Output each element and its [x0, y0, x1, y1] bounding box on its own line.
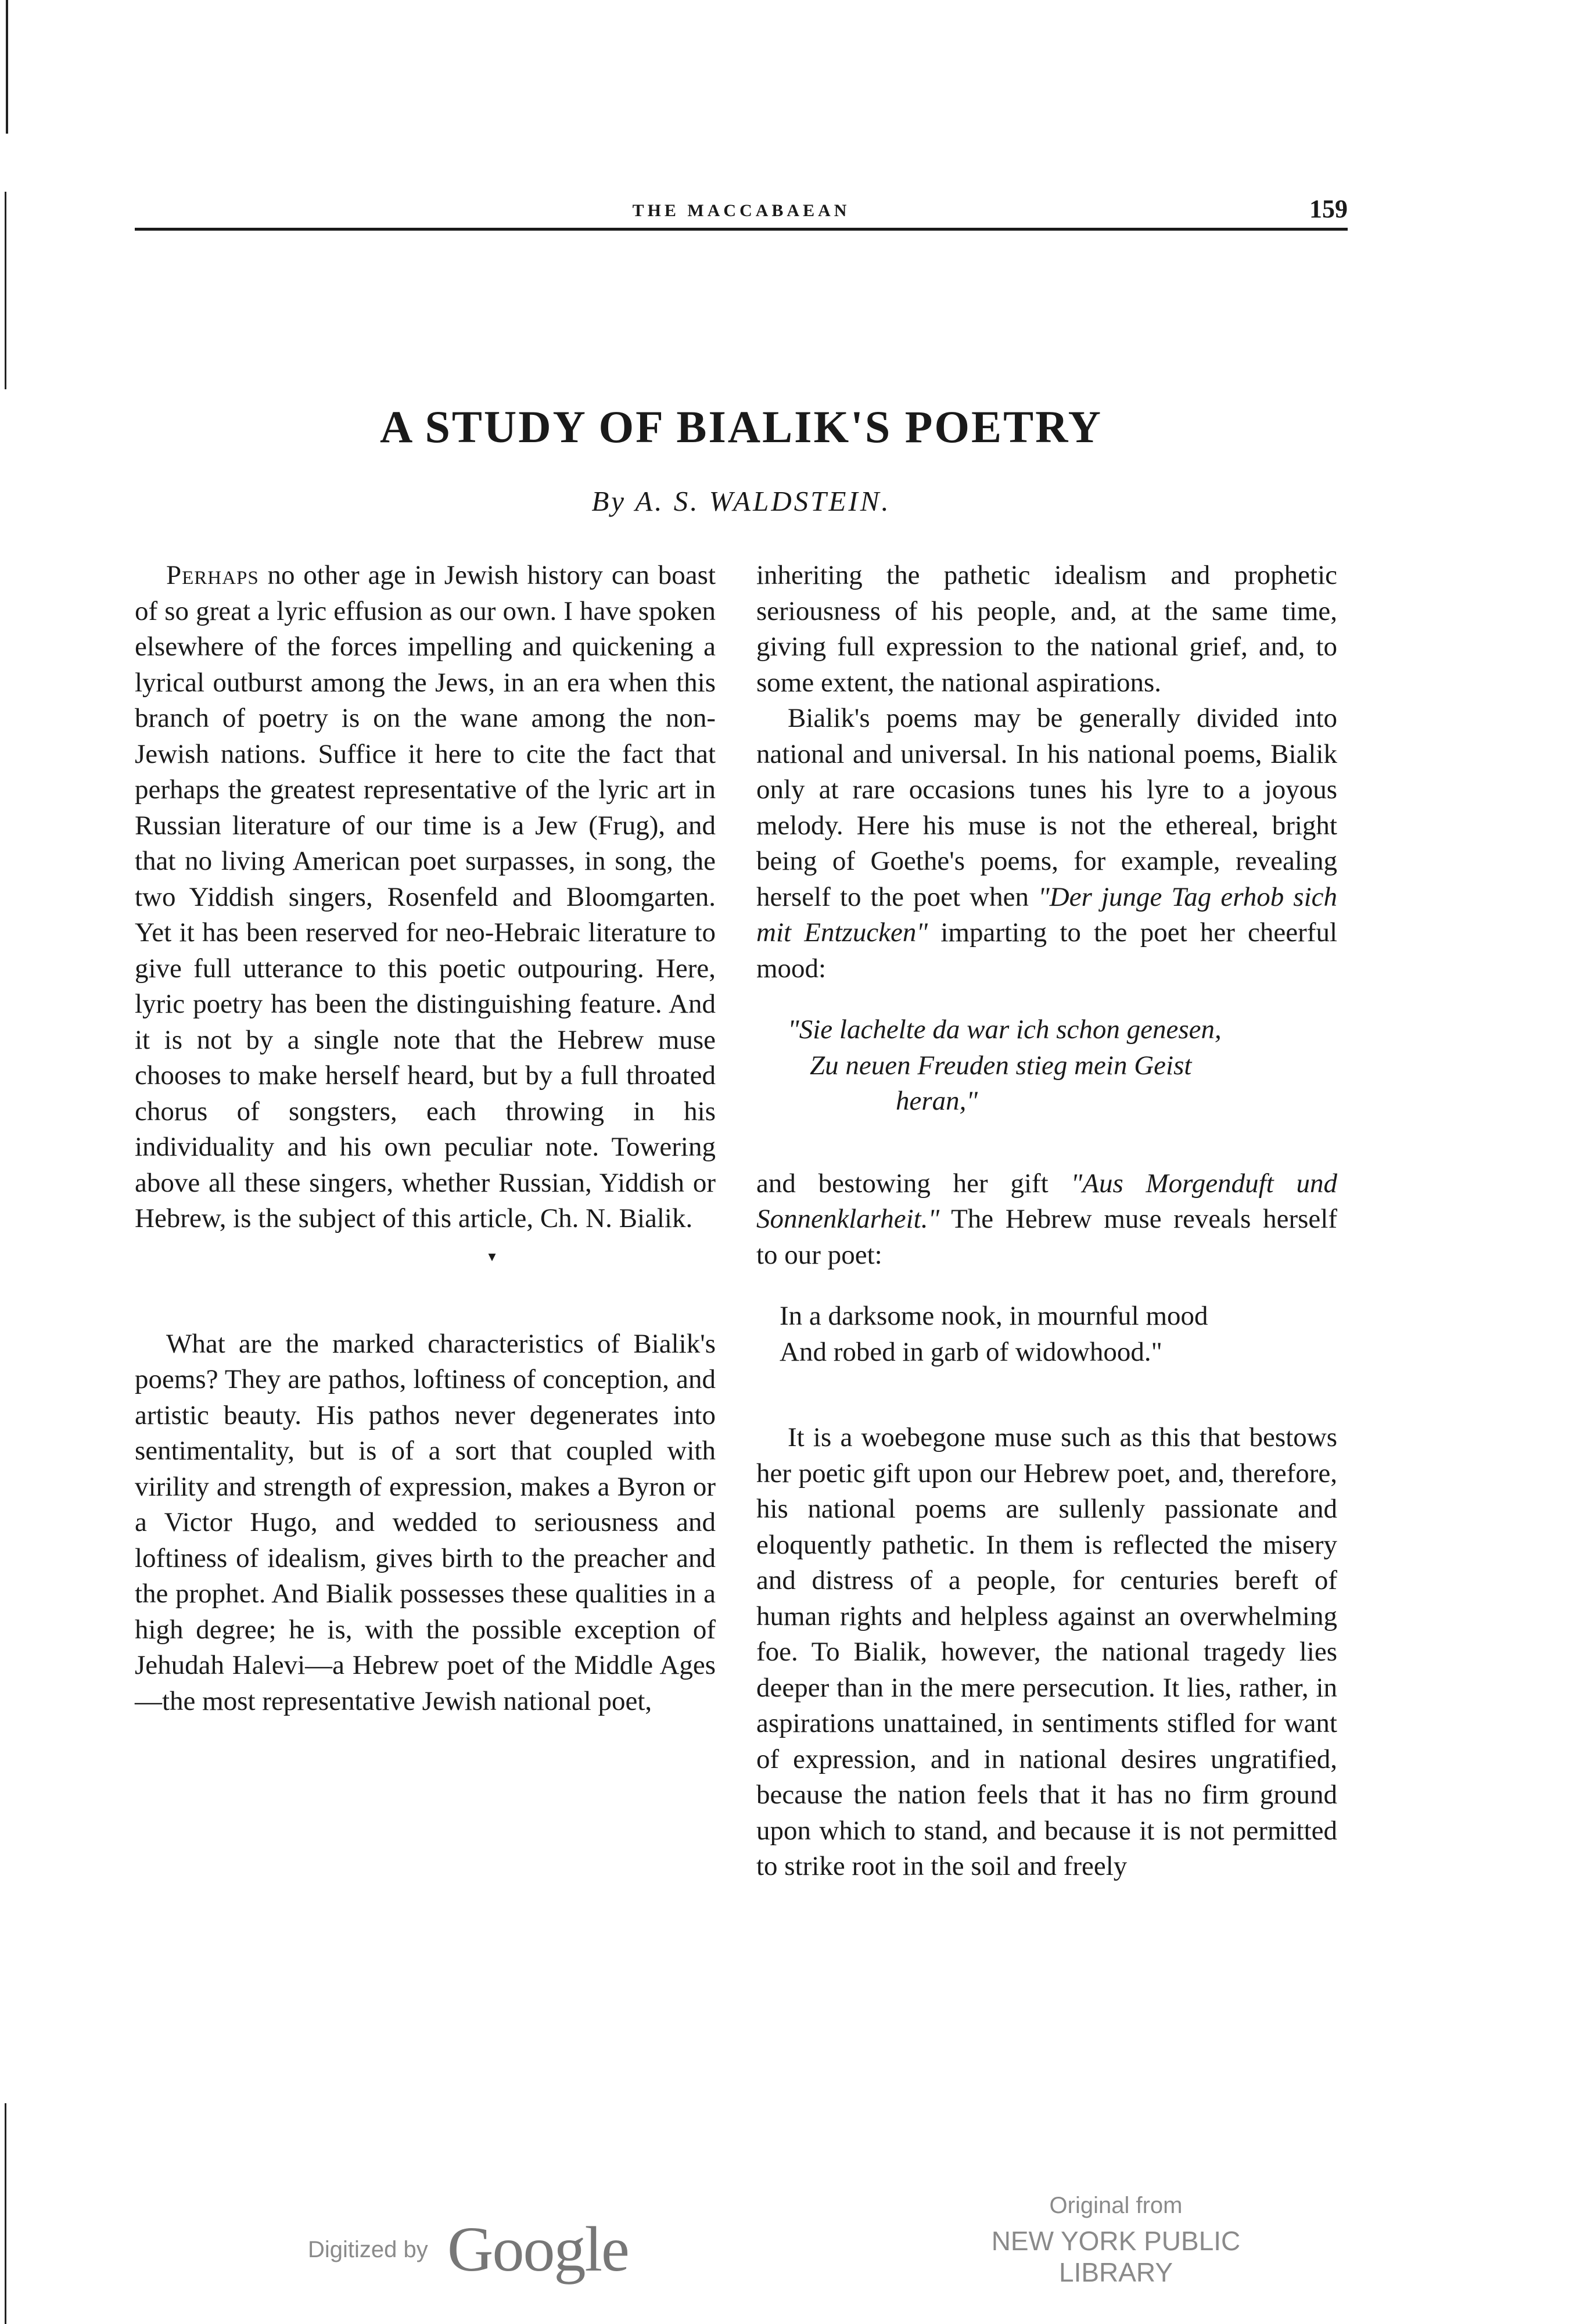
section-ornament: ▾: [488, 1247, 496, 1265]
byline: By A. S. WALDSTEIN.: [591, 485, 891, 517]
paragraph-text: Bialik's poems may be generally divided into national and universal. In his national poems, Bialik only at rare occasions tunes his lyre to a joyous melody. Here his muse is not the ethereal, bright being of Goethe's poems, for example, revealing herself to the poet when: [756, 703, 1337, 912]
verse-line: And robed in garb of widowhood.": [780, 1336, 1162, 1367]
verse-line: In a darksome nook, in mournful mood: [780, 1301, 1208, 1331]
running-head: [135, 195, 1348, 229]
running-title: THE MACCABAEAN: [632, 201, 850, 220]
left-column: [135, 558, 716, 1719]
verse-block: [756, 1299, 1337, 1370]
paragraph: [135, 558, 716, 1237]
library-name: NEW YORK PUBLIC LIBRARY: [991, 2226, 1241, 2287]
paragraph-text: The Hebrew muse reveals herself to our poet:: [756, 1204, 1337, 1270]
paragraph-text: and bestowing her gift: [756, 1168, 1071, 1199]
verse-line: Zu neuen Freuden stieg mein Geist: [810, 1050, 1192, 1081]
paragraph-text: no other age in Jewish history can boast of so great a lyric effusion as our own. I have spoken elsewhere of the forces impelling and quickening a lyrical outburst among the Jews, in an era when this branch of poetry is on the wane among the non-Jewish nations. Suffice it here to cite the fact that perhaps the greatest representative of the lyric art in Russian literature of our time is a Jew (Frug), and that no living American poet surpasses, in song, the two Yiddish singers, Rosenfeld and Bloomgarten. Yet it has been reserved for neo-Hebraic literature to give full utterance to this poetic outpouring. Here, lyric poetry has been the distinguishing feature. And it is not by a single note that the Hebrew muse chooses to make herself heard, but by a full throated chorus of songsters, each throwing in his individuality and his own peculiar note. Towering above all these singers, whether Russian, Yiddish or Hebrew, is the subject of this article, Ch. N. Bialik.: [135, 560, 716, 1233]
paragraph: What are the marked characteristics of Bialik's poems? They are pathos, loftiness of conception, and artistic beauty. His pathos never degenerates into sentimentality, but is of a sort that coupled with virility and strength of expression, makes a Byron or a Victor Hugo, and wedded to seriousness and loftiness of idealism, gives birth to the preacher and the prophet. And Bialik possesses these qualities in a high degree; he is, with the possible exception of Jehudah Halevi—a Hebrew poet of the Middle Ages—the most representative Jewish national poet,: [135, 1328, 716, 1716]
verse-line: "Sie lachelte da war ich schon genesen,: [788, 1014, 1222, 1045]
paragraph: It is a woebegone muse such as this that bestows her poetic gift upon our Hebrew poet, and, therefore, his national poems are sullenly passionate and eloquently pathetic. In them is reflected the misery and distress of a people, for centuries bereft of human rights and helpless against an overwhelming foe. To Bialik, however, the national tragedy lies deeper than in the mere persecution. It lies, rather, in aspirations unattained, in sentiments stifled for want of expression, and in national desires ungratified, because the nation feels that it has no firm ground upon which to stand, and because it is not permitted to strike root in the soil and freely: [756, 1422, 1337, 1881]
google-logo: Google: [447, 2214, 629, 2284]
german-quote: "Aus Morgenduft und Sonnenklarheit.": [756, 1168, 1337, 1234]
drop-word: Perhaps: [166, 560, 259, 590]
verse-block: [756, 1012, 1337, 1120]
paragraph: inheriting the pathetic idealism and prophetic seriousness of his people, and, at the same time, giving full expression to the national grief, and, to some extent, the national aspirations.: [756, 560, 1337, 698]
scan-edge-line: [5, 192, 6, 389]
paragraph: [756, 701, 1337, 987]
digitized-by-text: Digitized by: [308, 2237, 428, 2262]
article-title: A STUDY OF BIALIK'S POETRY: [379, 401, 1103, 452]
page-number: 159: [1309, 195, 1348, 223]
header-rule: [135, 228, 1348, 231]
original-from-text: Original from: [1049, 2193, 1183, 2218]
right-column: [756, 558, 1337, 1885]
german-quote: "Der junge Tag erhob sich mit Entzucken": [756, 881, 1337, 948]
paragraph: [756, 1166, 1337, 1274]
scan-edge-line: [6, 0, 8, 134]
verse-line: heran,": [896, 1086, 978, 1116]
paragraph-text: imparting to the poet her cheerful mood:: [756, 917, 1337, 984]
scan-edge-line: [5, 2103, 6, 2324]
